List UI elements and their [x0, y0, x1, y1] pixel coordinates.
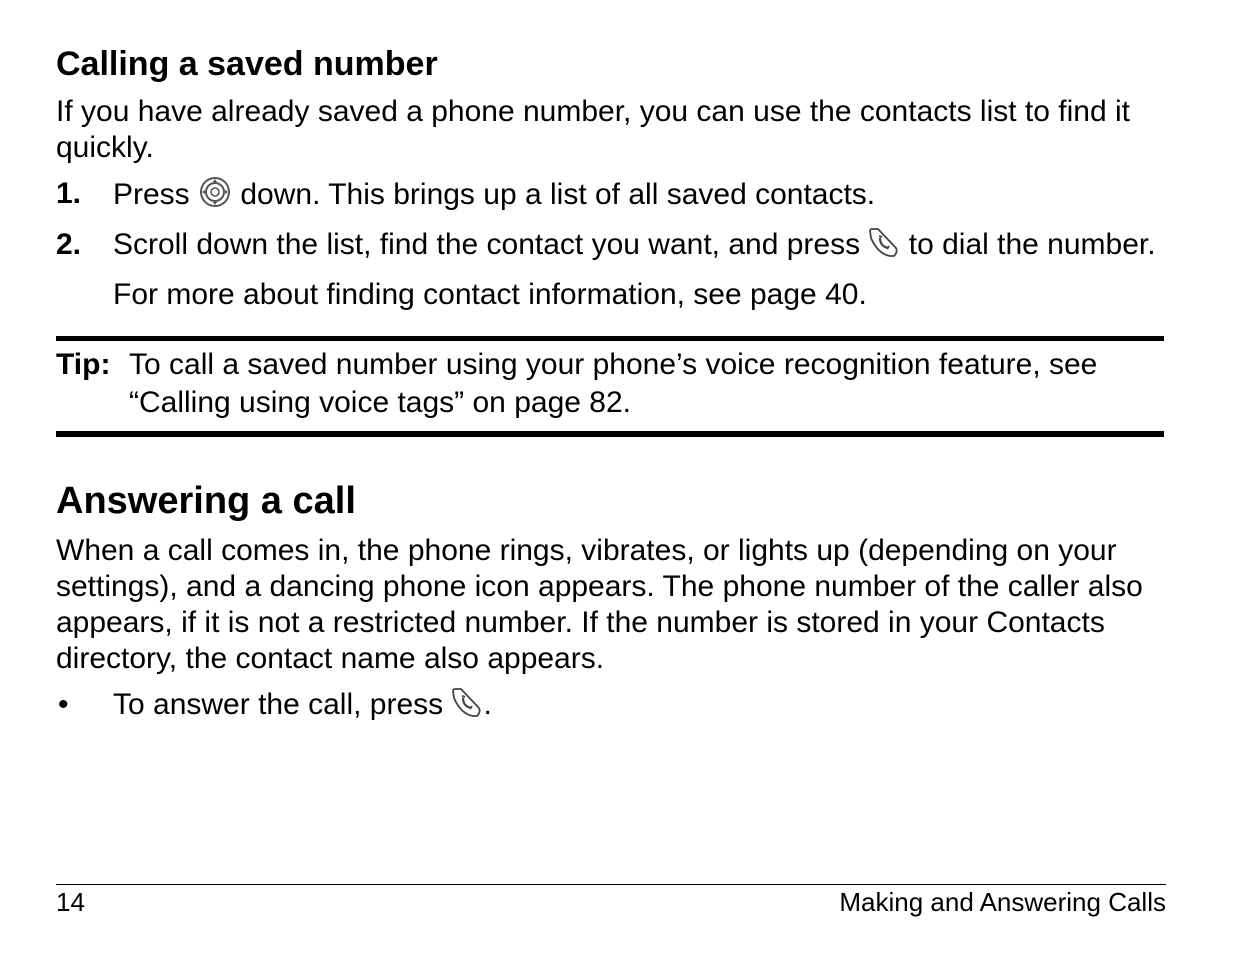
chapter-title: Making and Answering Calls [839, 887, 1166, 917]
answering-bullets-list [56, 687, 1164, 727]
step-1-number: 1. [56, 177, 82, 210]
step-1 [56, 176, 1164, 217]
bullet-text-start: To answer the call, press [113, 688, 452, 721]
send-key-icon [451, 688, 483, 727]
tip-text: To call a saved number using your phone’s voice recognition feature, see “Calling using voice tags” on page 82. [129, 348, 1098, 419]
step-1-text-end: down. This brings up a list of all saved contacts. [232, 178, 876, 211]
bullet-text-end: . [483, 688, 492, 721]
tip-label: Tip: [56, 348, 111, 381]
section-heading-calling-saved-number: Calling a saved number [56, 45, 438, 83]
step-2-text-start: Scroll down the list, find the contact you want, and press [113, 228, 869, 261]
calling-steps-list [56, 176, 1164, 267]
manual-page [56, 44, 1164, 727]
step-2 [56, 227, 1164, 267]
step-1-text-start: Press [113, 178, 199, 211]
send-key-icon [868, 228, 900, 267]
page-number: 14 [56, 887, 85, 917]
bullet-answer-call [56, 687, 1164, 727]
answering-call-body: When a call comes in, the phone rings, vibrates, or lights up (depending on your settings), and a dancing phone icon appears. The phone number of the caller also appears, if it is not a restricted number. If the number is stored in your Contacts directory, the contact name also appears. [56, 534, 1143, 675]
page-footer [56, 884, 1166, 919]
tip-box [56, 336, 1164, 437]
contact-info-reference: For more about finding contact information, see page 40. [113, 278, 867, 311]
calling-saved-number-intro: If you have already saved a phone number, you can use the contacts list to find it quickly. [56, 95, 1130, 164]
step-2-text-end: to dial the number. [900, 228, 1156, 261]
bullet-marker: • [58, 688, 69, 721]
navigation-key-icon [198, 176, 232, 217]
section-heading-answering-call: Answering a call [56, 480, 356, 522]
step-2-number: 2. [56, 228, 82, 261]
